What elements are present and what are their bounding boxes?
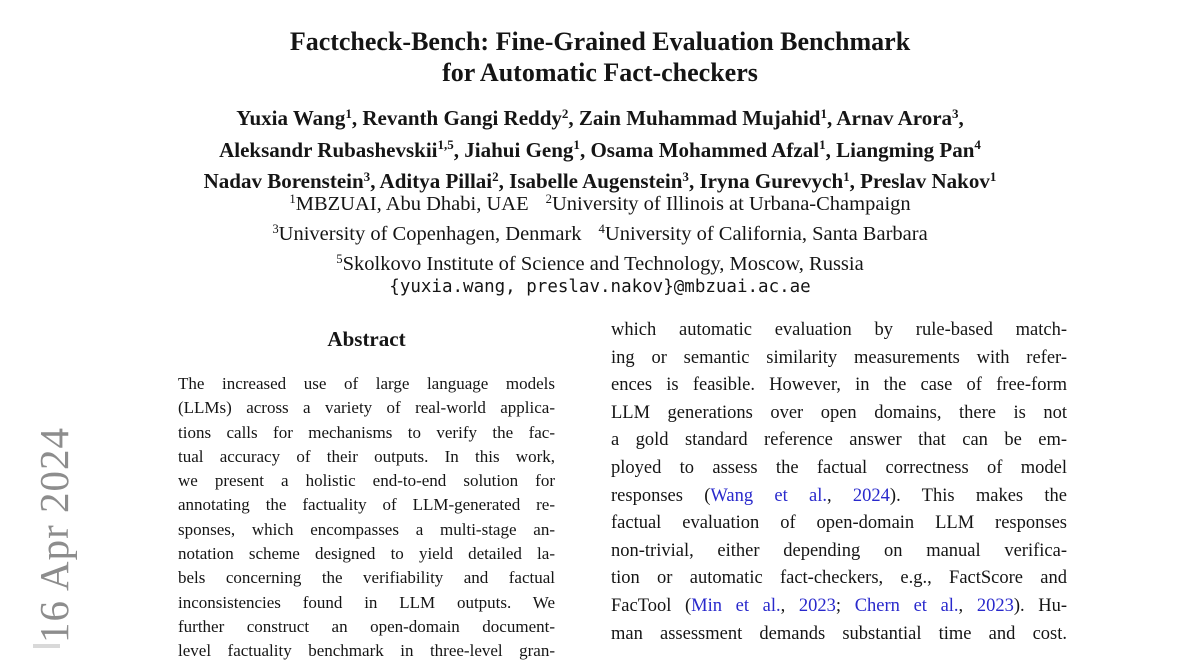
abstract-text-line: level factuality benchmark in three-level gran- <box>178 641 555 661</box>
text-segment: University of Illinois at Urbana-Champaign <box>551 193 911 215</box>
text-segment: , <box>780 595 799 616</box>
text-segment: , Liangming Pan <box>825 137 975 162</box>
affiliation-superscript: 5 <box>336 252 343 267</box>
affiliation-line <box>0 220 1200 250</box>
text-segment: responses ( <box>611 485 711 506</box>
abstract-text-line: we present a holistic end-to-end solution for <box>178 471 555 491</box>
introduction-text-line: ences is feasible. However, in the case of free-form <box>611 375 1067 396</box>
affiliation-superscript: 4 <box>598 222 605 237</box>
affiliation-superscript: 1 <box>345 105 352 121</box>
affiliation-superscript: 3 <box>952 105 959 121</box>
abstract-text-line: tual accuracy of their outputs. In this work, <box>178 446 555 466</box>
abstract-heading: Abstract <box>327 327 406 351</box>
affiliation-superscript: 1 <box>843 168 850 184</box>
text-segment: , <box>958 106 964 130</box>
affiliation-superscript: 1 <box>819 137 826 153</box>
paper-title-line-2: for Automatic Fact-checkers <box>442 58 758 87</box>
abstract-text-line: notation scheme designed to yield detailed la- <box>178 544 555 564</box>
citation-link[interactable]: 2023 <box>798 595 836 616</box>
text-segment: FacTool ( <box>611 595 692 616</box>
introduction-text-line: which automatic evaluation by rule-based match- <box>611 320 1067 340</box>
affiliation-superscript: 3 <box>363 168 371 184</box>
text-segment: , Osama Mohammed Afzal <box>579 137 820 162</box>
affiliation-superscript: 1 <box>989 168 997 184</box>
text-segment: Skolkovo Institute of Science and Technology, Moscow, Russia <box>342 253 864 275</box>
abstract-text-line: tions calls for mechanisms to verify the fac- <box>178 422 555 442</box>
affiliation-superscript: 1 <box>820 105 827 121</box>
text-segment: Yuxia Wang <box>236 106 346 130</box>
text-segment: ). Hu- <box>1013 595 1068 616</box>
citation-link[interactable]: Wang et al. <box>710 485 827 506</box>
text-segment: , <box>827 485 853 506</box>
text-segment: , Aditya Pillai <box>370 169 493 193</box>
text-segment: , <box>958 595 977 616</box>
affiliation-line <box>0 250 1200 280</box>
citation-link[interactable]: 2023 <box>976 595 1014 616</box>
introduction-text-line: ing or semantic similarity measurements with refer- <box>611 347 1067 368</box>
affiliation-superscript: 1,5 <box>437 137 454 153</box>
abstract-text-line: bels concerning the verifiability and factual <box>178 568 555 588</box>
introduction-text-line <box>611 593 1067 621</box>
contact-email: {yuxia.wang, preslav.nakov}@mbzuai.ac.ae <box>389 277 811 297</box>
affiliation-line <box>0 190 1200 220</box>
affiliation-superscript: 2 <box>492 168 499 184</box>
text-segment: University of California, Santa Barbara <box>604 223 928 245</box>
text-segment: , Jiahui Geng <box>453 137 574 162</box>
text-segment: Nadav Borenstein <box>203 169 364 193</box>
arxiv-stamp-clipped-fragment <box>33 644 60 648</box>
arxiv-date-stamp: 16 Apr 2024 <box>31 427 77 643</box>
abstract-text-line: further construct an open-domain document- <box>178 616 555 636</box>
introduction-text-line: factual evaluation of open-domain LLM responses <box>611 513 1067 534</box>
text-segment: ; <box>835 595 855 616</box>
citation-link[interactable]: Chern et al. <box>854 595 959 616</box>
text-segment: , Preslav Nakov <box>849 169 990 193</box>
author-list <box>0 104 1200 199</box>
affiliation-superscript: 2 <box>561 105 569 121</box>
affiliation-superscript: 2 <box>545 192 552 207</box>
paper-title <box>0 26 1200 88</box>
introduction-text-line: LLM generations over open domains, there is not <box>611 402 1067 423</box>
text-segment: University of Copenhagen, Denmark <box>278 223 582 245</box>
abstract-text-line: inconsistencies found in LLM outputs. We <box>178 592 555 612</box>
text-segment: , Isabelle Augenstein <box>498 169 683 193</box>
author-line <box>0 136 1200 168</box>
introduction-text-line: tion or automatic fact-checkers, e.g., FactScore and <box>611 568 1067 589</box>
text-segment: , Zain Muhammad Mujahid <box>568 106 821 130</box>
introduction-text <box>611 317 1067 648</box>
citation-link[interactable]: 2024 <box>852 485 890 506</box>
citation-link[interactable]: Min et al. <box>691 595 781 616</box>
author-line <box>0 104 1200 136</box>
abstract-text-line: (LLMs) across a variety of real-world applica- <box>178 398 555 418</box>
abstract-text <box>178 372 555 664</box>
affiliation-list <box>0 190 1200 280</box>
introduction-text-line: man assessment demands substantial time and cost. <box>611 623 1067 644</box>
paper-title-line-1: Factcheck-Bench: Fine-Grained Evaluation Benchmark <box>289 27 911 56</box>
text-segment: , Revanth Gangi Reddy <box>351 106 562 130</box>
abstract-text-line: The increased use of large language models <box>178 374 555 393</box>
text-segment: ). This makes the <box>889 485 1067 506</box>
introduction-text-line: ployed to assess the factual correctness of model <box>611 457 1067 478</box>
abstract-text-line: sponses, which encompasses a multi-stage an- <box>178 519 555 539</box>
introduction-text-line <box>611 483 1067 511</box>
introduction-text-line: a gold standard reference answer that can be em- <box>611 430 1067 451</box>
text-segment: , Iryna Gurevych <box>688 169 844 193</box>
affiliation-superscript: 3 <box>272 222 279 237</box>
introduction-text-line: non-trivial, either depending on manual verifica- <box>611 540 1067 561</box>
affiliation-superscript: 3 <box>682 168 689 184</box>
text-segment: MBZUAI, Abu Dhabi, UAE <box>295 193 529 215</box>
abstract-text-line: annotating the factuality of LLM-generated re- <box>178 495 555 515</box>
affiliation-superscript: 1 <box>573 137 580 153</box>
text-segment: Aleksandr Rubashevskii <box>219 137 438 162</box>
affiliation-superscript: 1 <box>289 192 296 207</box>
affiliation-superscript: 4 <box>974 137 981 153</box>
text-segment: , Arnav Arora <box>827 106 953 130</box>
